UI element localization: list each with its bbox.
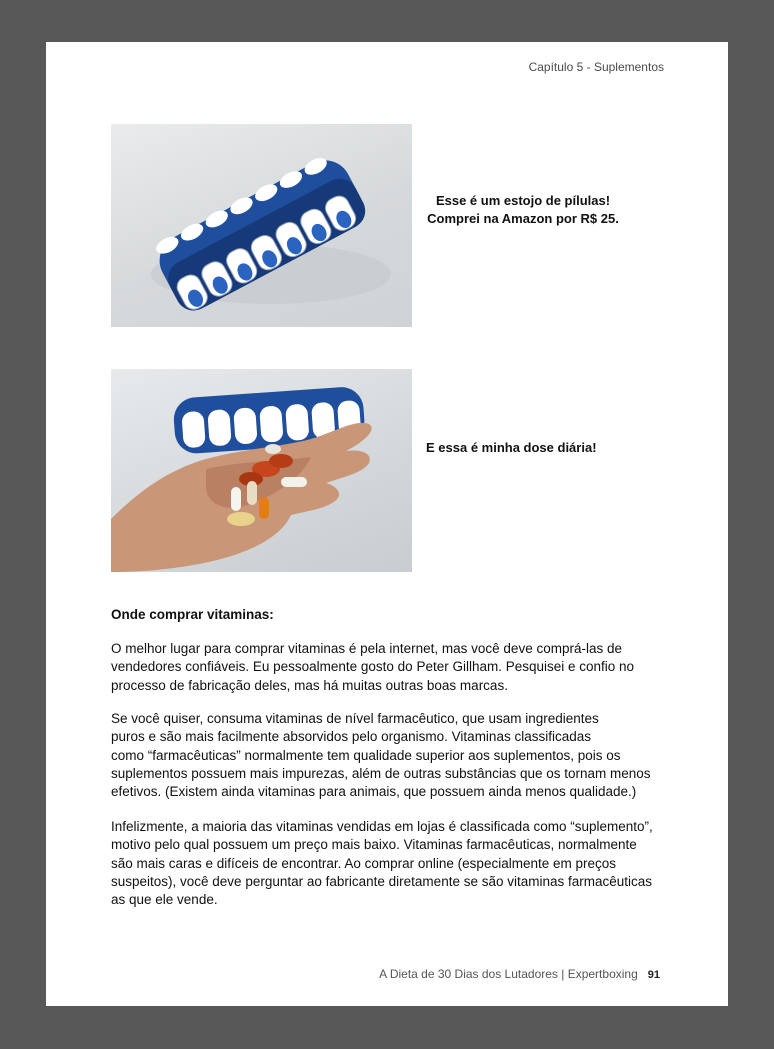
book-title: A Dieta de 30 Dias dos Lutadores | Expertboxing: [379, 967, 638, 981]
text-line: Infelizmente, a maioria das vitaminas vendidas em lojas é classificada como “suplemento”,: [111, 819, 653, 834]
text-line: processo de fabricação deles, mas há muitas outras boas marcas.: [111, 677, 508, 693]
pill-case-photo: [111, 124, 412, 327]
paragraph-3: [111, 818, 671, 909]
text-line: as que ele vende.: [111, 892, 218, 908]
page-number: 91: [647, 969, 660, 981]
caption-line: Comprei na Amazon por R$ 25.: [427, 211, 619, 226]
text-line: suplementos possuem mais impurezas, além de outras substâncias que os tornam menos: [111, 765, 651, 781]
paragraph-1: [111, 640, 671, 695]
caption-line: E essa é minha dose diária!: [426, 440, 597, 455]
text-line: Se você quiser, consuma vitaminas de nível farmacêutico, que usam ingredientes: [111, 711, 599, 726]
section-heading: Onde comprar vitaminas:: [111, 607, 274, 622]
text-line: efetivos. (Existem ainda vitaminas para animais, que possuem ainda menos qualidade.): [111, 784, 637, 800]
paragraph-2: [111, 710, 671, 801]
caption-line: Esse é um estojo de pílulas!: [435, 193, 611, 208]
text-line: vendedores confiáveis. Eu pessoalmente gosto do Peter Gillham. Pesquisei e confio no: [111, 659, 635, 675]
text-line: O melhor lugar para comprar vitaminas é pela internet, mas você deve comprá-las de: [111, 641, 622, 656]
text-line: puros e são mais facilmente absorvidos pelo organismo. Vitaminas classificadas: [111, 729, 591, 745]
chapter-header: Capítulo 5 - Suplementos: [528, 60, 664, 74]
daily-dose-caption: [426, 439, 597, 457]
page-footer: [379, 967, 660, 981]
text-line: suspeitos), você deve perguntar ao fabricante diretamente se são vitaminas farmacêuticas: [111, 873, 653, 889]
text-line: motivo pelo qual possuem um preço mais baixo. Vitaminas farmacêuticas, normalmente: [111, 837, 637, 853]
daily-dose-photo: [111, 369, 412, 572]
pill-case-caption: [417, 192, 629, 228]
text-line: como “farmacêuticas” normalmente tem qualidade superior aos suplementos, pois os: [111, 747, 621, 763]
document-page: [46, 42, 728, 1006]
text-line: são mais caras e difíceis de encontrar. Ao comprar online (especialmente em preços: [111, 855, 616, 871]
